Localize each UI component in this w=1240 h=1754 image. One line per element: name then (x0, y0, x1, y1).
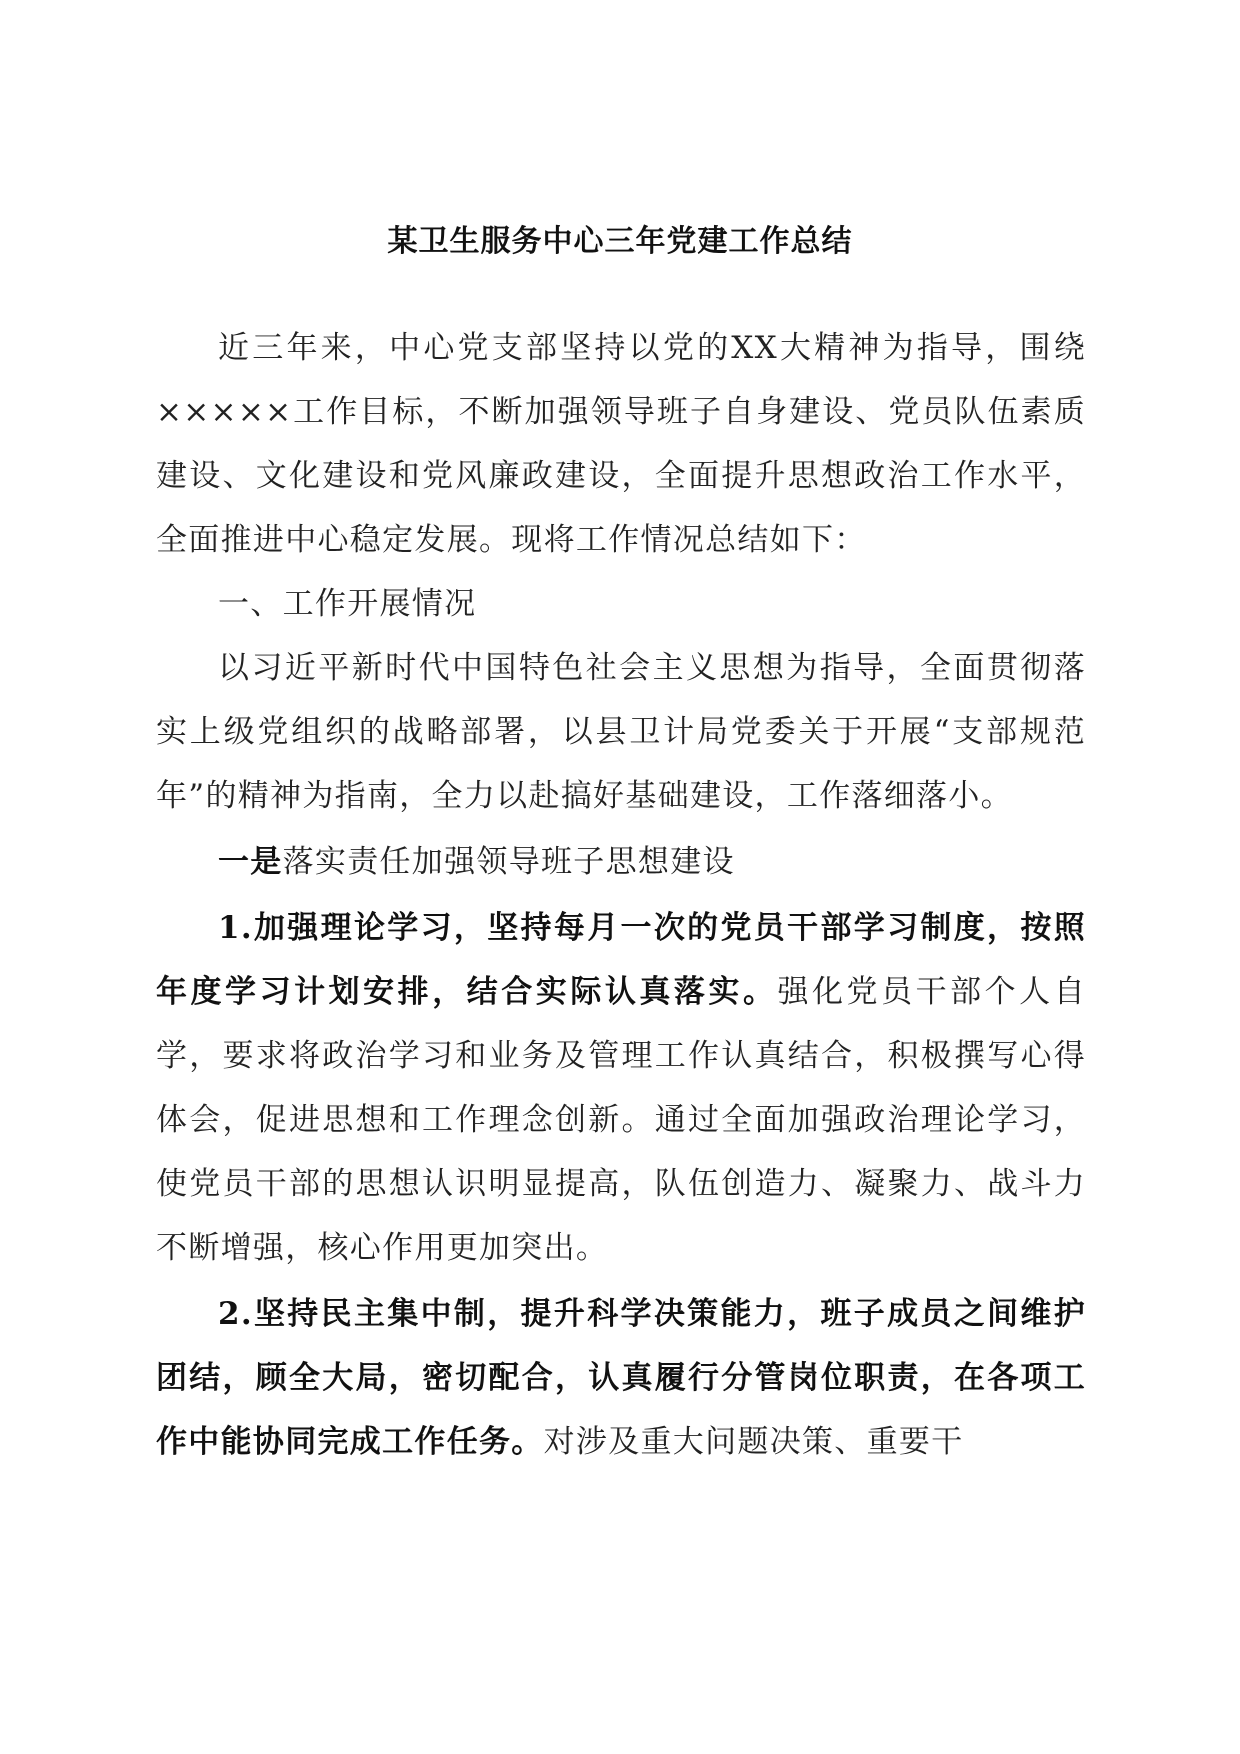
intro-paragraph: 近三年来，中心党支部坚持以党的XX大精神为指导，围绕×××××工作目标，不断加强领导班子自身建设、党员队伍素质建设、文化建设和党风廉政建设，全面提升思想政治工作水平，全面推进中心稳定发展。现将工作情况总结如下： (156, 330, 1086, 558)
point-one-bold: 1.加强理论学习，坚持每月一次的党员干部学习制度，按照年度学习计划安排，结合实际认真落实。 (156, 910, 1086, 1010)
point-one-paragraph (156, 896, 1086, 1280)
point-one-text: 强化党员干部个人自学，要求将政治学习和业务及管理工作认真结合，积极撰写心得体会，促进思想和工作理念创新。通过全面加强政治理论学习，使党员干部的思想认识明显提高，队伍创造力、凝聚力、战斗力不断增强，核心作用更加突出。 (156, 974, 1086, 1266)
item-one-label: 一是 (218, 844, 283, 880)
point-two-paragraph (156, 1282, 1086, 1474)
document-title: 某卫生服务中心三年党建工作总结 (387, 224, 853, 259)
document-body (156, 316, 1086, 1474)
item-one-paragraph (156, 830, 1086, 894)
point-two-text: 对涉及重大问题决策、重要干 (543, 1424, 964, 1460)
section-heading: 一、工作开展情况 (218, 586, 477, 622)
item-one-text: 落实责任加强领导班子思想建设 (282, 844, 735, 880)
point-two-bold: 2.坚持民主集中制，提升科学决策能力，班子成员之间维护团结，顾全大局，密切配合，认真履行分管岗位职责，在各项工作中能协同完成工作任务。 (156, 1296, 1086, 1460)
section-paragraph: 以习近平新时代中国特色社会主义思想为指导，全面贯彻落实上级党组织的战略部署，以县卫计局党委关于开展“支部规范年”的精神为指南，全力以赴搞好基础建设，工作落细落小。 (156, 650, 1086, 814)
